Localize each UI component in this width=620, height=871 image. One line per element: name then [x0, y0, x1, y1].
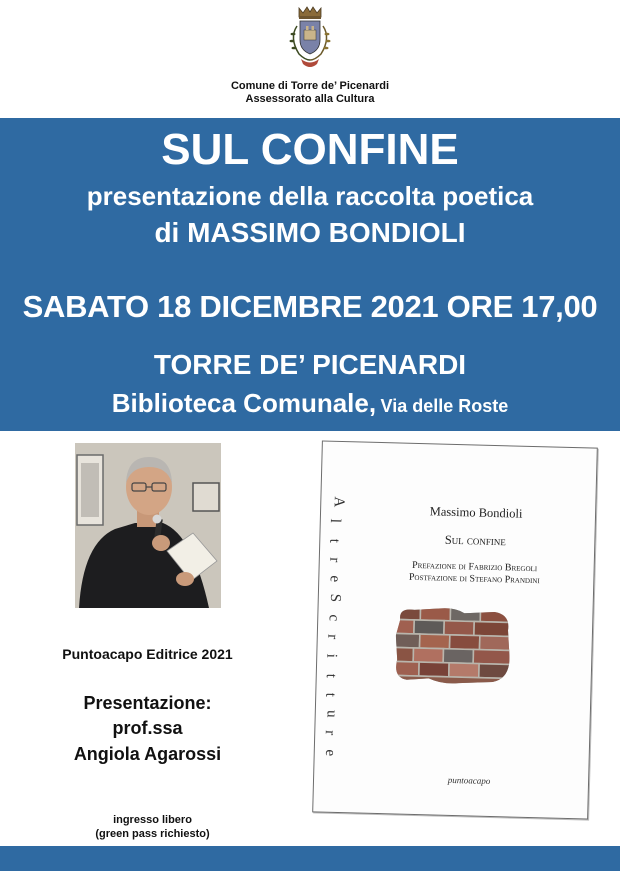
- brick-wall-image: [393, 605, 513, 686]
- book-imprint: puntoacapo: [447, 774, 491, 786]
- author-photo: [75, 443, 221, 608]
- book-cover: [312, 440, 598, 819]
- book-postface: Postfazione di Stefano Prandini: [408, 571, 540, 587]
- issuer-block: [0, 80, 620, 106]
- presenter-title: prof.ssa: [112, 718, 183, 738]
- municipal-crest-icon: [281, 4, 339, 78]
- footer-band: [0, 846, 620, 871]
- series-letter: r: [324, 634, 341, 641]
- series-letter: t: [322, 673, 339, 679]
- series-letter: r: [326, 556, 343, 564]
- series-letter: u: [323, 709, 340, 719]
- series-letter: i: [323, 653, 340, 660]
- series-letter: A: [330, 496, 347, 509]
- series-letter: r: [321, 730, 338, 737]
- event-venue-line: [0, 386, 620, 425]
- series-letter: t: [326, 538, 343, 544]
- entry-note: ingresso libero: [113, 814, 192, 826]
- series-letter: c: [325, 613, 342, 623]
- event-author: di MASSIMO BONDIOLI: [154, 217, 466, 248]
- presenter-label: Presentazione:: [83, 693, 212, 713]
- series-letter: e: [321, 748, 339, 758]
- series-letter: e: [326, 575, 343, 584]
- event-banner: [0, 118, 620, 431]
- event-subtitle: presentazione della raccolta poetica: [86, 181, 534, 211]
- issuer-municipality: Comune di Torre de’ Picenardi: [230, 80, 390, 92]
- book-author: Massimo Bondioli: [429, 504, 523, 521]
- event-venue: Biblioteca Comunale,: [111, 388, 377, 418]
- series-letter: l: [326, 518, 343, 525]
- series-name-vertical: [322, 494, 349, 764]
- presenter-name: Angiola Agarossi: [73, 744, 222, 764]
- event-town: TORRE DE’ PICENARDI: [153, 349, 467, 380]
- event-title: SUL CONFINE: [161, 125, 459, 174]
- book-preface: Prefazione di Fabrizio Bregoli: [411, 559, 538, 575]
- issuer-department: Assessorato alla Cultura: [245, 93, 375, 105]
- series-letter: t: [322, 692, 339, 698]
- event-datetime: SABATO 18 DICEMBRE 2021 ORE 17,00: [22, 289, 598, 324]
- event-street: Via delle Roste: [380, 396, 509, 416]
- book-title: Sul confine: [444, 532, 507, 549]
- series-letter: S: [326, 593, 344, 604]
- green-pass-note: (green pass richiesto): [95, 828, 210, 840]
- publisher-credit: Puntoacapo Editrice 2021: [62, 646, 233, 662]
